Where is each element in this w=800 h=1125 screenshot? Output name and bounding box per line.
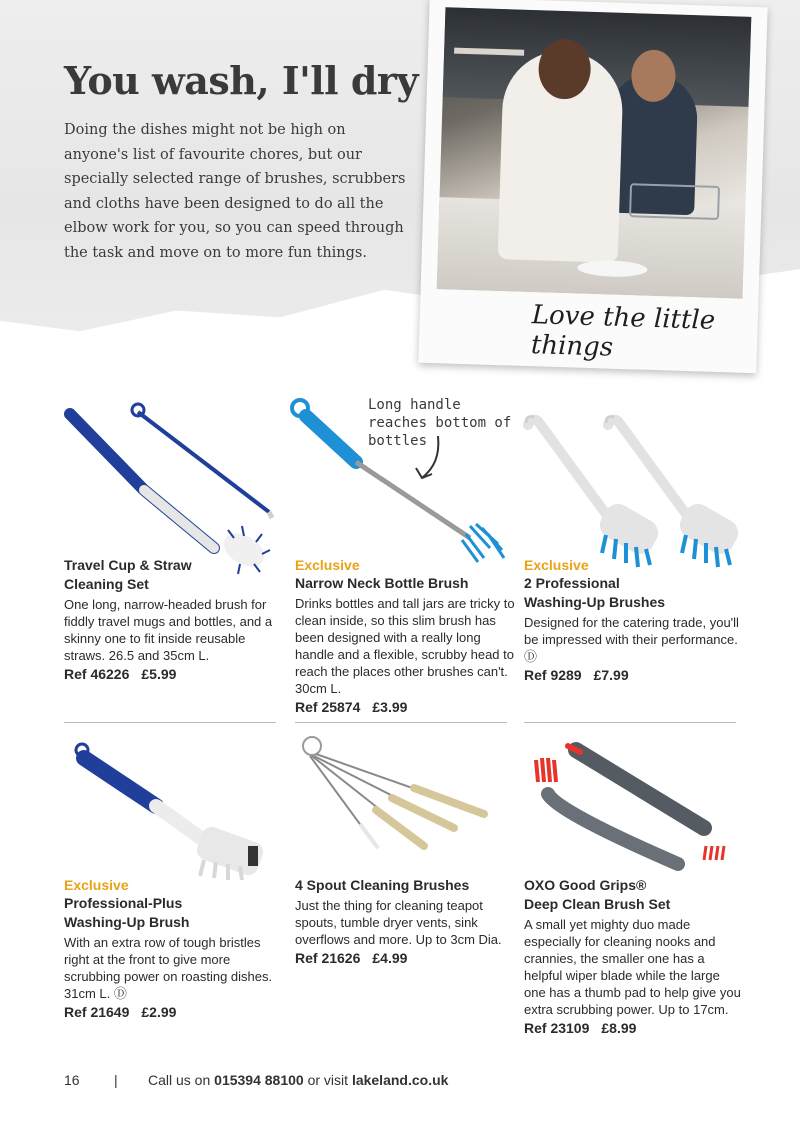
product-price-line <box>524 667 744 683</box>
tagline-handwritten: Love the little things <box>530 300 716 363</box>
product-ref: Ref 21649 <box>64 1004 130 1020</box>
product-price: £8.99 <box>601 1020 637 1036</box>
product-price: £4.99 <box>372 950 408 966</box>
professional-plus-brush-image <box>72 742 272 882</box>
exclusive-badge: Exclusive <box>295 557 360 573</box>
travel-cup-brush-image <box>64 400 284 580</box>
intro-paragraph: Doing the dishes might not be high on anyone's list of favourite chores, but our specially selected range of brushes, scrubbers and cloths have been designed to do all the elbow work for you, so you can speed through the task and move on to more fun things. <box>64 122 406 261</box>
product-oxo-brush-set <box>524 876 744 1036</box>
footer-website-link[interactable]: lakeland.co.uk <box>351 1072 449 1088</box>
product-description: Drinks bottles and tall jars are tricky to clean inside, so this slim brush has been designed with a really long handle and a flexible, scrubby head to reach the places other brushes can't. 30cm L. <box>295 596 515 696</box>
footer-call-text: Call us on <box>148 1072 211 1088</box>
product-professional-plus <box>64 876 284 1020</box>
page-headline: You wash, I'll dry <box>64 58 419 103</box>
spout-brushes-image <box>296 736 496 866</box>
product-price: £7.99 <box>593 667 629 683</box>
product-spout-brushes <box>295 876 515 966</box>
kitchen-couple-photo <box>437 7 752 298</box>
product-description: Designed for the catering trade, you'll be impressed with their performance. Ⓓ <box>524 615 739 664</box>
footer-visit-text: or visit <box>307 1072 349 1088</box>
product-description: One long, narrow-headed brush for fiddly travel mugs and bottles, and a skinny one to fit inside reusable straws. 26.5 and 35cm L. <box>64 597 273 663</box>
product-title: Narrow Neck Bottle Brush <box>295 575 469 591</box>
footer-phone-link[interactable]: 015394 88100 <box>214 1072 304 1088</box>
polaroid-photo-frame <box>418 0 767 373</box>
page-number: 16 <box>64 1072 80 1088</box>
product-price-line <box>295 950 515 966</box>
row-divider <box>524 722 736 723</box>
product-ref: Ref 23109 <box>524 1020 590 1036</box>
bottle-brush-annotation: Long handle reaches bottom of bottles <box>368 397 512 449</box>
product-title: 4 Spout Cleaning Brushes <box>295 877 470 893</box>
product-ref: Ref 9289 <box>524 667 582 683</box>
product-title: 2 Professional Washing-Up Brushes <box>524 575 666 610</box>
annotation-arrow-icon <box>410 434 450 484</box>
product-ref: Ref 46226 <box>64 666 130 682</box>
exclusive-badge: Exclusive <box>64 877 129 893</box>
oxo-brush-set-image <box>528 742 738 892</box>
product-description: With an extra row of tough bristles right at the front to give more scrubbing power on roasting dishes. 31cm L. Ⓓ <box>64 935 273 1001</box>
product-price: £2.99 <box>141 1004 177 1020</box>
product-price-line <box>524 1020 744 1036</box>
product-price-line <box>64 666 284 682</box>
product-price: £3.99 <box>372 699 408 715</box>
product-ref: Ref 21626 <box>295 950 361 966</box>
exclusive-badge: Exclusive <box>524 557 589 573</box>
product-bottle-brush <box>295 556 515 715</box>
product-title: OXO Good Grips® Deep Clean Brush Set <box>524 877 671 912</box>
footer-separator: | <box>114 1072 118 1088</box>
page-footer <box>64 1072 744 1088</box>
product-professional-brushes <box>524 556 744 683</box>
product-travel-cup <box>64 556 284 682</box>
product-title: Professional-Plus Washing-Up Brush <box>64 895 190 930</box>
product-title: Travel Cup & Straw Cleaning Set <box>64 557 192 592</box>
product-price-line <box>295 699 515 715</box>
row-divider <box>295 722 507 723</box>
product-description: Just the thing for cleaning teapot spouts, tumble dryer vents, sink overflows and more. Up to 3cm Dia. <box>295 898 502 947</box>
row-divider <box>64 722 276 723</box>
product-ref: Ref 25874 <box>295 699 361 715</box>
product-description: A small yet mighty duo made especially for cleaning nooks and crannies, the smaller one has a helpful wiper blade while the large one has a thumb pad to help give you extra scrubbing power. Up to 17cm. <box>524 917 741 1017</box>
product-price-line <box>64 1004 284 1020</box>
product-price: £5.99 <box>141 666 177 682</box>
